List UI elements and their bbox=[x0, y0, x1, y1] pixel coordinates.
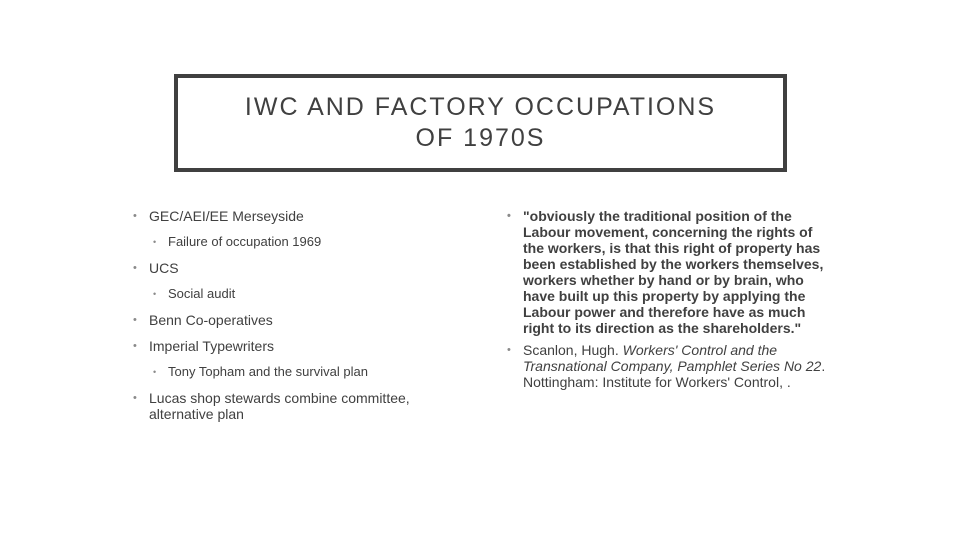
slide-title-line-2: OF 1970S bbox=[415, 124, 546, 152]
bullet-text: GEC/AEI/EE Merseyside bbox=[149, 208, 304, 224]
bullet-text: Lucas shop stewards combine committee, alternative plan bbox=[149, 390, 410, 422]
bullet-icon: • bbox=[133, 262, 137, 274]
bullet-text: Benn Co-operatives bbox=[149, 312, 273, 328]
bullet-text: Imperial Typewriters bbox=[149, 338, 275, 354]
bullet-item bbox=[133, 260, 453, 276]
bullet-text: Failure of occupation 1969 bbox=[168, 234, 322, 249]
bullet-icon: • bbox=[133, 314, 137, 326]
bullet-icon: • bbox=[133, 392, 137, 404]
bullet-text: Tony Topham and the survival plan bbox=[168, 364, 368, 379]
left-column bbox=[133, 208, 453, 432]
citation-title: Workers' Control and the Transnational Company bbox=[523, 342, 778, 374]
bullet-item bbox=[133, 338, 453, 354]
sub-bullet-item bbox=[133, 364, 453, 380]
bullet-text: UCS bbox=[149, 260, 179, 276]
slide-title-line-1: IWC AND FACTORY OCCUPATIONS bbox=[244, 93, 717, 121]
bullet-item bbox=[133, 390, 453, 422]
bullet-item bbox=[133, 312, 453, 328]
sub-bullet-item bbox=[133, 234, 453, 250]
citation-sep: , bbox=[669, 358, 678, 374]
bullet-icon: • bbox=[153, 237, 157, 247]
right-column bbox=[507, 208, 837, 396]
bullet-icon: • bbox=[133, 210, 137, 222]
citation-series: Pamphlet Series No 22 bbox=[677, 358, 822, 374]
sub-bullet-item bbox=[133, 286, 453, 302]
citation-prefix: Scanlon, Hugh. bbox=[523, 342, 623, 358]
citation-suffix: . Nottingham: Institute for Workers' Control, . bbox=[523, 358, 826, 390]
bullet-icon: • bbox=[153, 367, 157, 377]
citation-item bbox=[507, 342, 837, 390]
bullet-icon: • bbox=[153, 289, 157, 299]
quote-item bbox=[507, 208, 837, 336]
title-box bbox=[174, 74, 787, 172]
bullet-icon: • bbox=[507, 344, 511, 356]
bullet-icon: • bbox=[507, 210, 511, 222]
quote-text: "obviously the traditional position of the Labour movement, concerning the rights of the workers, is that this right of property has been established by the workers themselves, workers whether by hand or by brain, who have built up this property by applying the Labour power and therefore have as much right to its direction as the shareholders." bbox=[523, 208, 824, 336]
bullet-text: Social audit bbox=[168, 286, 236, 301]
bullet-item bbox=[133, 208, 453, 224]
bullet-icon: • bbox=[133, 340, 137, 352]
